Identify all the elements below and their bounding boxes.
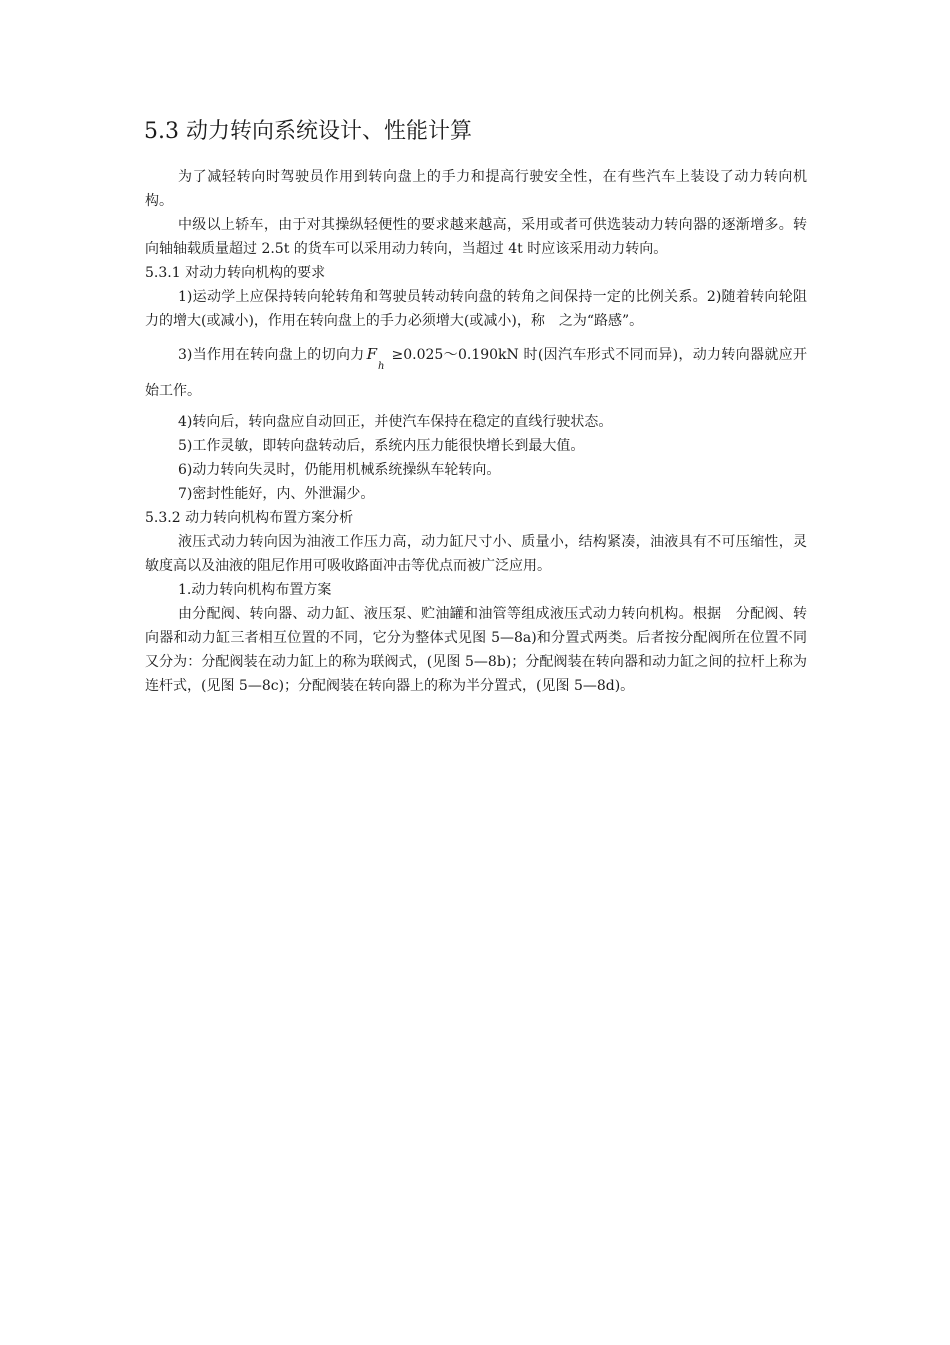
requirement-item-3-text-before: 3)当作用在转向盘上的切向力 [178, 347, 365, 363]
section-heading-5-3-2: 5.3.2 动力转向机构布置方案分析 [145, 510, 354, 526]
layout-scheme-subheading: 1.动力转向机构布置方案 [178, 582, 332, 598]
section-heading-5-3-1: 5.3.1 对动力转向机构的要求 [145, 265, 326, 281]
layout-scheme-paragraph: 由分配阀、转向器、动力缸、液压泵、贮油罐和油管等组成液压式动力转向机构。根据 分配阀、转向器和动力缸三者相互位置的不同，它分为整体式见图 5—8a)和分置式两类。后者按分配阀所在位置不同又分为：分配阀装在动力缸上的称为联阀式，(见图 5—8b)；分配阀装在转向器和动力缸之间的拉杆上称为连杆式，(见图 5—8c)；分配阀装在转向器上的称为半分置式，(见图 5—8d)。 [145, 606, 807, 694]
requirement-item-3 [145, 337, 807, 408]
requirement-item-4: 4)转向后，转向盘应自动回正，并使汽车保持在稳定的直线行驶状态。 [178, 414, 613, 430]
layout-analysis-paragraph: 液压式动力转向因为油液工作压力高，动力缸尺寸小、质量小，结构紧凑，油液具有不可压缩性，灵敏度高以及油液的阻尼作用可吸收路面冲击等优点而被广泛应用。 [145, 534, 807, 574]
intro-paragraph-2: 中级以上轿车，由于对其操纵轻便性的要求越来越高，采用或者可供选装动力转向器的逐渐增多。转向轴轴载质量超过 2.5t 的货车可以采用动力转向，当超过 4t 时应该采用动力转向。 [145, 217, 807, 257]
requirement-item-3-text-after: ≥0.025～0.190kN 时(因汽车形式不同而异)，动力转向器就应开始工作。 [145, 347, 808, 399]
tangential-force-formula [365, 345, 392, 372]
requirement-item-5: 5)工作灵敏，即转向盘转动后，系统内压力能很快增长到最大值。 [178, 438, 585, 454]
requirement-item-1-2: 1)运动学上应保持转向轮转角和驾驶员转动转向盘的转角之间保持一定的比例关系。2)随着转向轮阻力的增大(或减小)，作用在转向盘上的手力必须增大(或减小)，称 之为“路感”。 [145, 289, 807, 329]
document-body [145, 165, 807, 698]
intro-paragraph-1: 为了减轻转向时驾驶员作用到转向盘上的手力和提高行驶安全性，在有些汽车上装设了动力转向机构。 [145, 169, 807, 209]
requirement-item-6: 6)动力转向失灵时，仍能用机械系统操纵车轮转向。 [178, 462, 501, 478]
force-subscript: h [378, 361, 385, 372]
force-symbol: F [366, 345, 378, 363]
page-title: 5.3 动力转向系统设计、性能计算 [144, 119, 472, 144]
requirement-item-7: 7)密封性能好，内、外泄漏少。 [178, 486, 375, 502]
